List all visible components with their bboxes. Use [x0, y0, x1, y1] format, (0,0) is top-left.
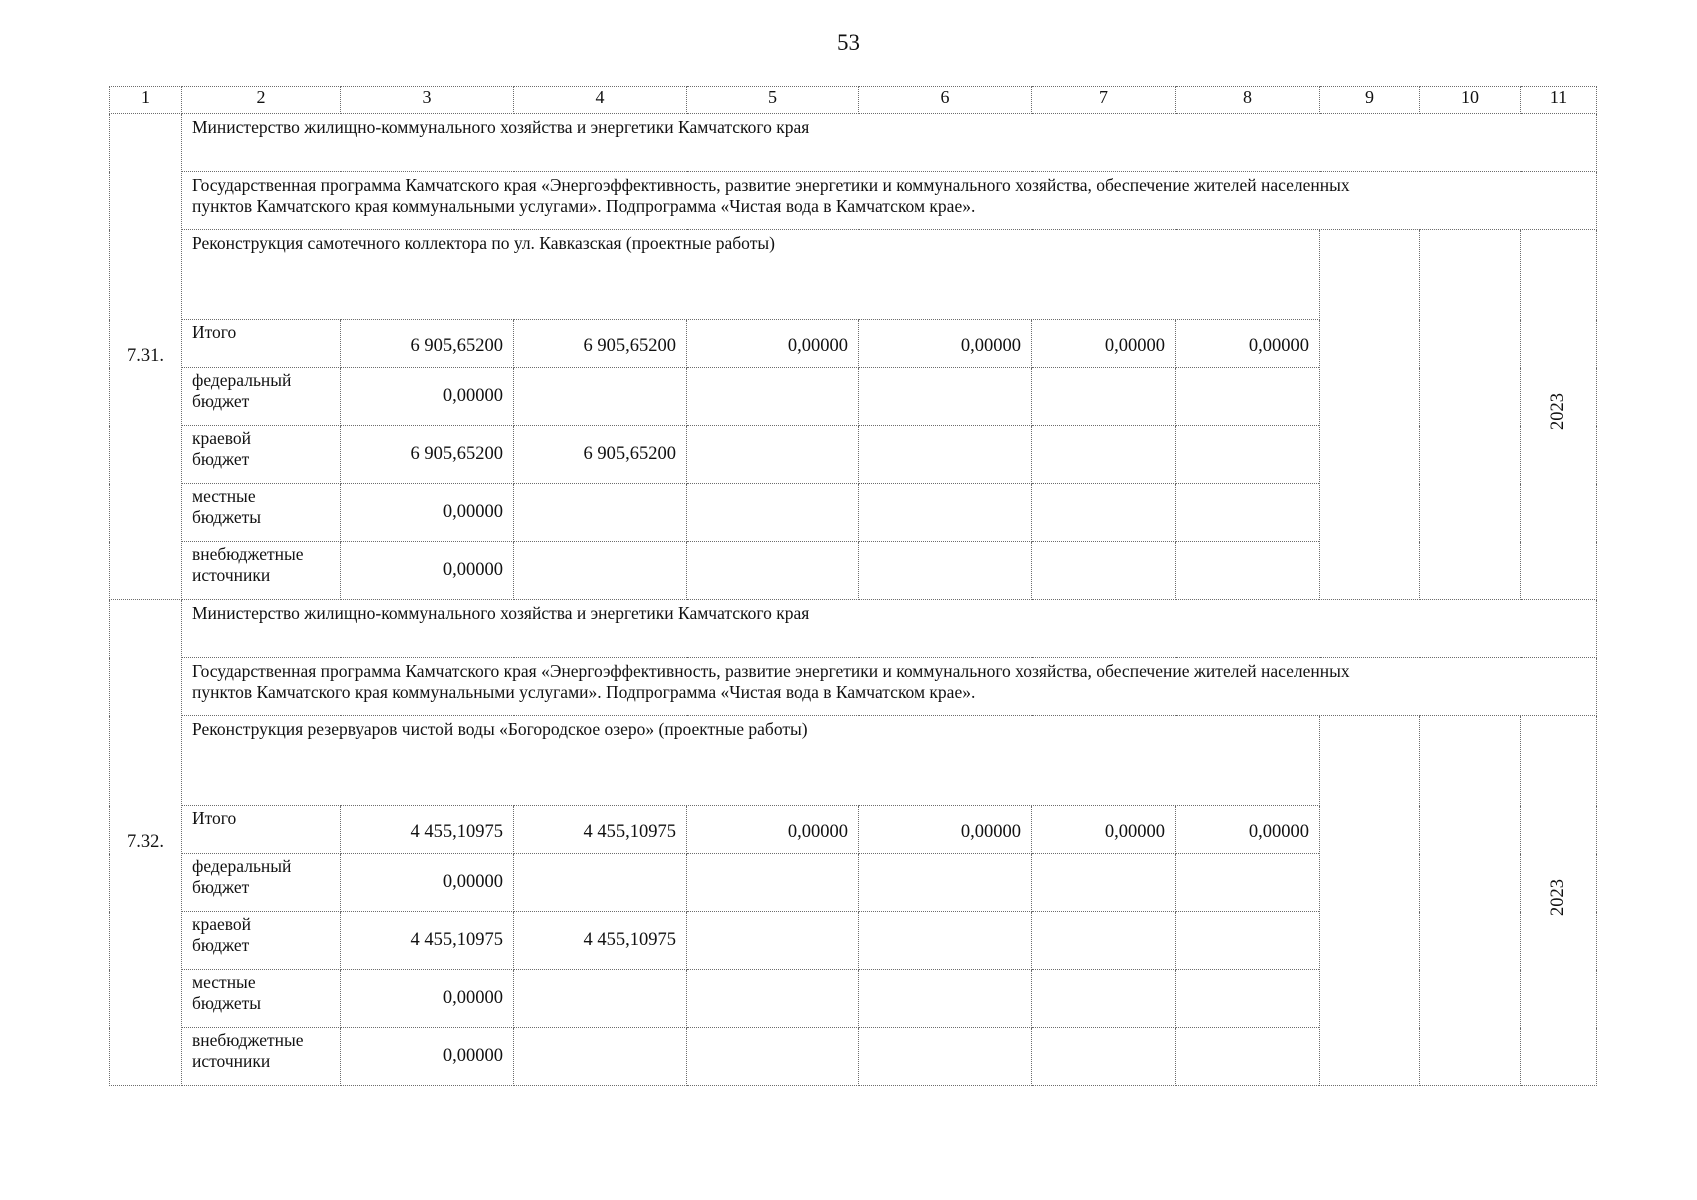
- amount-cell: [1176, 912, 1320, 970]
- amount-cell: 0,00000: [341, 484, 514, 542]
- row-label: федеральный бюджет: [182, 368, 341, 426]
- column-9-cell: [1320, 230, 1420, 600]
- entries-body: [110, 114, 1597, 1086]
- column-number: 11: [1521, 87, 1597, 114]
- column-number: 8: [1176, 87, 1320, 114]
- column-number: 1: [110, 87, 182, 114]
- column-number: 3: [341, 87, 514, 114]
- amount-cell: [687, 1028, 859, 1086]
- amount-cell: 6 905,65200: [514, 320, 687, 368]
- amount-cell: [687, 426, 859, 484]
- amount-cell: [1032, 484, 1176, 542]
- project-name: Реконструкция резервуаров чистой воды «Богородское озеро» (проектные работы): [182, 716, 1320, 806]
- amount-cell: [1032, 1028, 1176, 1086]
- column-number: 7: [1032, 87, 1176, 114]
- amount-cell: 6 905,65200: [341, 320, 514, 368]
- row-label: краевой бюджет: [182, 426, 341, 484]
- amount-cell: 0,00000: [1032, 320, 1176, 368]
- amount-cell: [687, 970, 859, 1028]
- entry-code: 7.31.: [110, 114, 182, 600]
- amount-cell: [1176, 368, 1320, 426]
- amount-cell: [859, 484, 1032, 542]
- column-9-cell: [1320, 716, 1420, 1086]
- row-label: внебюджетные источники: [182, 542, 341, 600]
- row-label: Итого: [182, 806, 341, 854]
- amount-cell: [687, 484, 859, 542]
- amount-cell: [687, 368, 859, 426]
- amount-cell: [1176, 484, 1320, 542]
- amount-cell: [514, 484, 687, 542]
- column-number: 4: [514, 87, 687, 114]
- column-numbers-row: [110, 87, 1597, 114]
- ministry-row: [110, 600, 1597, 658]
- amount-cell: [1176, 1028, 1320, 1086]
- year-cell: 2023: [1521, 230, 1597, 600]
- project-row: [110, 230, 1597, 320]
- amount-cell: [687, 854, 859, 912]
- program-row: [110, 172, 1597, 230]
- amount-cell: 4 455,10975: [514, 806, 687, 854]
- amount-cell: [1176, 542, 1320, 600]
- amount-cell: [1032, 426, 1176, 484]
- amount-cell: 0,00000: [1176, 320, 1320, 368]
- column-number: 10: [1420, 87, 1521, 114]
- project-row: [110, 716, 1597, 806]
- program-row: [110, 658, 1597, 716]
- amount-cell: [1176, 854, 1320, 912]
- column-number: 2: [182, 87, 341, 114]
- page-number: 53: [837, 30, 860, 55]
- amount-cell: [859, 1028, 1032, 1086]
- amount-cell: [859, 426, 1032, 484]
- amount-cell: [514, 970, 687, 1028]
- amount-cell: 0,00000: [341, 542, 514, 600]
- amount-cell: 4 455,10975: [341, 912, 514, 970]
- amount-cell: 0,00000: [341, 970, 514, 1028]
- amount-cell: 0,00000: [687, 320, 859, 368]
- budget-table: [109, 86, 1597, 1086]
- amount-cell: 4 455,10975: [514, 912, 687, 970]
- column-number: 5: [687, 87, 859, 114]
- column-10-cell: [1420, 230, 1521, 600]
- amount-cell: [1032, 542, 1176, 600]
- ministry-name: Министерство жилищно-коммунального хозяйства и энергетики Камчатского края: [182, 114, 1597, 172]
- row-label: Итого: [182, 320, 341, 368]
- amount-cell: [1032, 912, 1176, 970]
- project-name: Реконструкция самотечного коллектора по ул. Кавказская (проектные работы): [182, 230, 1320, 320]
- year-cell: 2023: [1521, 716, 1597, 1086]
- ministry-name: Министерство жилищно-коммунального хозяйства и энергетики Камчатского края: [182, 600, 1597, 658]
- amount-cell: [859, 854, 1032, 912]
- amount-cell: [687, 542, 859, 600]
- amount-cell: [1176, 970, 1320, 1028]
- amount-cell: [514, 368, 687, 426]
- amount-cell: 0,00000: [859, 320, 1032, 368]
- amount-cell: [514, 1028, 687, 1086]
- ministry-row: [110, 114, 1597, 172]
- amount-cell: 0,00000: [341, 368, 514, 426]
- amount-cell: [1176, 426, 1320, 484]
- amount-cell: [514, 854, 687, 912]
- amount-cell: 0,00000: [1176, 806, 1320, 854]
- amount-cell: 0,00000: [1032, 806, 1176, 854]
- amount-cell: 0,00000: [341, 1028, 514, 1086]
- amount-cell: [859, 368, 1032, 426]
- amount-cell: 0,00000: [341, 854, 514, 912]
- row-label: краевой бюджет: [182, 912, 341, 970]
- amount-cell: 6 905,65200: [341, 426, 514, 484]
- row-label: местные бюджеты: [182, 484, 341, 542]
- row-label: федеральный бюджет: [182, 854, 341, 912]
- amount-cell: [514, 542, 687, 600]
- amount-cell: [1032, 854, 1176, 912]
- entry-code: 7.32.: [110, 600, 182, 1086]
- amount-cell: 0,00000: [859, 806, 1032, 854]
- program-name: Государственная программа Камчатского края «Энергоэффективность, развитие энергетики и коммунального хозяйства, обеспечение жителей населенных пунктов Камчатского края коммунальными услугами». Подпрограмма «Чистая вода в Камчатском крае».: [182, 172, 1597, 230]
- amount-cell: [1032, 970, 1176, 1028]
- program-name: Государственная программа Камчатского края «Энергоэффективность, развитие энергетики и коммунального хозяйства, обеспечение жителей населенных пунктов Камчатского края коммунальными услугами». Подпрограмма «Чистая вода в Камчатском крае».: [182, 658, 1597, 716]
- row-label: местные бюджеты: [182, 970, 341, 1028]
- amount-cell: 4 455,10975: [341, 806, 514, 854]
- column-number: 6: [859, 87, 1032, 114]
- amount-cell: [859, 970, 1032, 1028]
- column-10-cell: [1420, 716, 1521, 1086]
- amount-cell: [859, 912, 1032, 970]
- amount-cell: 0,00000: [687, 806, 859, 854]
- amount-cell: [687, 912, 859, 970]
- amount-cell: [1032, 368, 1176, 426]
- amount-cell: [859, 542, 1032, 600]
- row-label: внебюджетные источники: [182, 1028, 341, 1086]
- amount-cell: 6 905,65200: [514, 426, 687, 484]
- column-number: 9: [1320, 87, 1420, 114]
